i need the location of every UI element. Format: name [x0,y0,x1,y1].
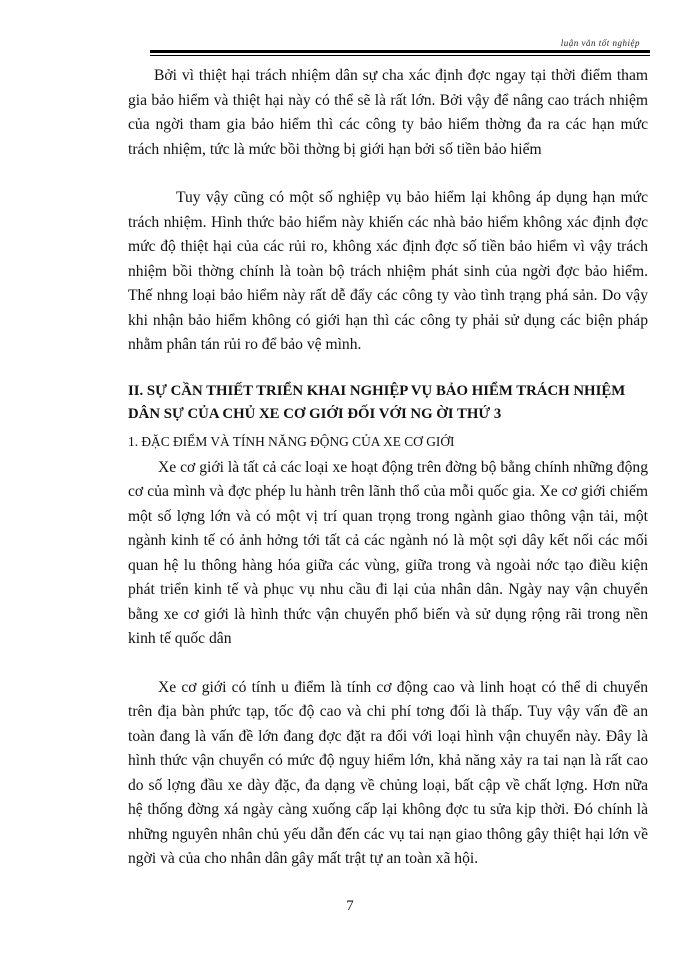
body-paragraph-2: Tuy vậy cũng có một số nghiệp vụ bảo hiểm lại không áp dụng hạn mức trách nhiệm. Hình thức bảo hiểm này khiến các nhà bảo hiểm không xác định đợc mức độ thiệt hại của các rủi ro, không xác định đợc số tiền bảo hiểm vì vậy trách nhiệm bồi thờng chính là toàn bộ trách nhiệm phát sinh của ngời đợc bảo hiểm. Thế nhng loại bảo hiểm này rất dễ đẩy các công ty vào tình trạng phá sản. Do vậy khi nhận bảo hiểm không có giới hạn thì các công ty phải sử dụng các biện pháp nhằm phân tán rủi ro để bảo vệ mình. [128,189,648,353]
header-rule [150,50,650,56]
page-number: 7 [346,898,354,914]
section-heading: II. SỰ CẦN THIẾT TRIỂN KHAI NGHIỆP VỤ BẢO HIỂM TRÁCH NHIỆM DÂN SỰ CỦA CHỦ XE CƠ GIỚI ĐỐI VỚI NG ỜI THỨ 3 [128,382,626,422]
body-paragraph-3: Xe cơ giới là tất cả các loại xe hoạt động trên đờng bộ bằng chính những động cơ của mình và đợc phép lu hành trên lãnh thổ của mỗi quốc gia. Xe cơ giới chiếm một số lợng lớn và có một vị trí quan trọng trong ngành giao thông vận tải, một ngành kinh tế có ảnh hởng tới tất cả các ngành nó là một sợi dây kết nối các mối quan hệ lu thông hàng hóa giữa các vùng, giữa trong và ngoài nớc tạo điều kiện phát triển kinh tế và phục vụ nhu cầu đi lại của nhân dân. Ngày nay vận chuyển bằng xe cơ giới là hình thức vận chuyển phổ biến và sử dụng rộng rãi trong nền kinh tế quốc dân [128,458,648,647]
page-body [128,64,648,872]
running-header-label: luận văn tốt nghiệp [560,38,640,48]
body-paragraph-1: Bởi vì thiệt hại trách nhiệm dân sự cha xác định đợc ngay tại thời điểm tham gia bảo hiểm và thiệt hại này có thể sẽ là rất lớn. Bởi vậy để nâng cao trách nhiệm của ngời tham gia bảo hiểm thì các công ty bảo hiểm thờng đa ra các hạn mức trách nhiệm, tức là mức bồi thờng bị giới hạn bởi số tiền bảo hiểm [128,67,648,158]
subsection-heading: 1. ĐẶC ĐIỂM VÀ TÍNH NĂNG ĐỘNG CỦA XE CƠ GIỚI [128,433,455,449]
body-paragraph-4: Xe cơ giới có tính u điểm là tính cơ động cao và linh hoạt có thể di chuyển trên địa bàn phức tạp, tốc độ cao và chi phí tơng đối là thấp. Tuy vậy vấn đề an toàn đang là vấn đề lớn đang đợc đặt ra đối với loại hình vận chuyển này. Đây là hình thức vận chuyển có mức độ nguy hiểm lớn, khả năng xảy ra tai nạn là rất cao do số lợng đầu xe dày đặc, đa dạng về chủng loại, bất cập về chất lợng. Hơn nữa hệ thống đờng xá ngày càng xuống cấp lại không đợc tu sửa kịp thời. Đó chính là những nguyên nhân chủ yếu dẫn đến các vụ tai nạn giao thông gây thiệt hại lớn về ngời và của cho nhân dân gây mất trật tự an toàn xã hội. [128,678,648,867]
